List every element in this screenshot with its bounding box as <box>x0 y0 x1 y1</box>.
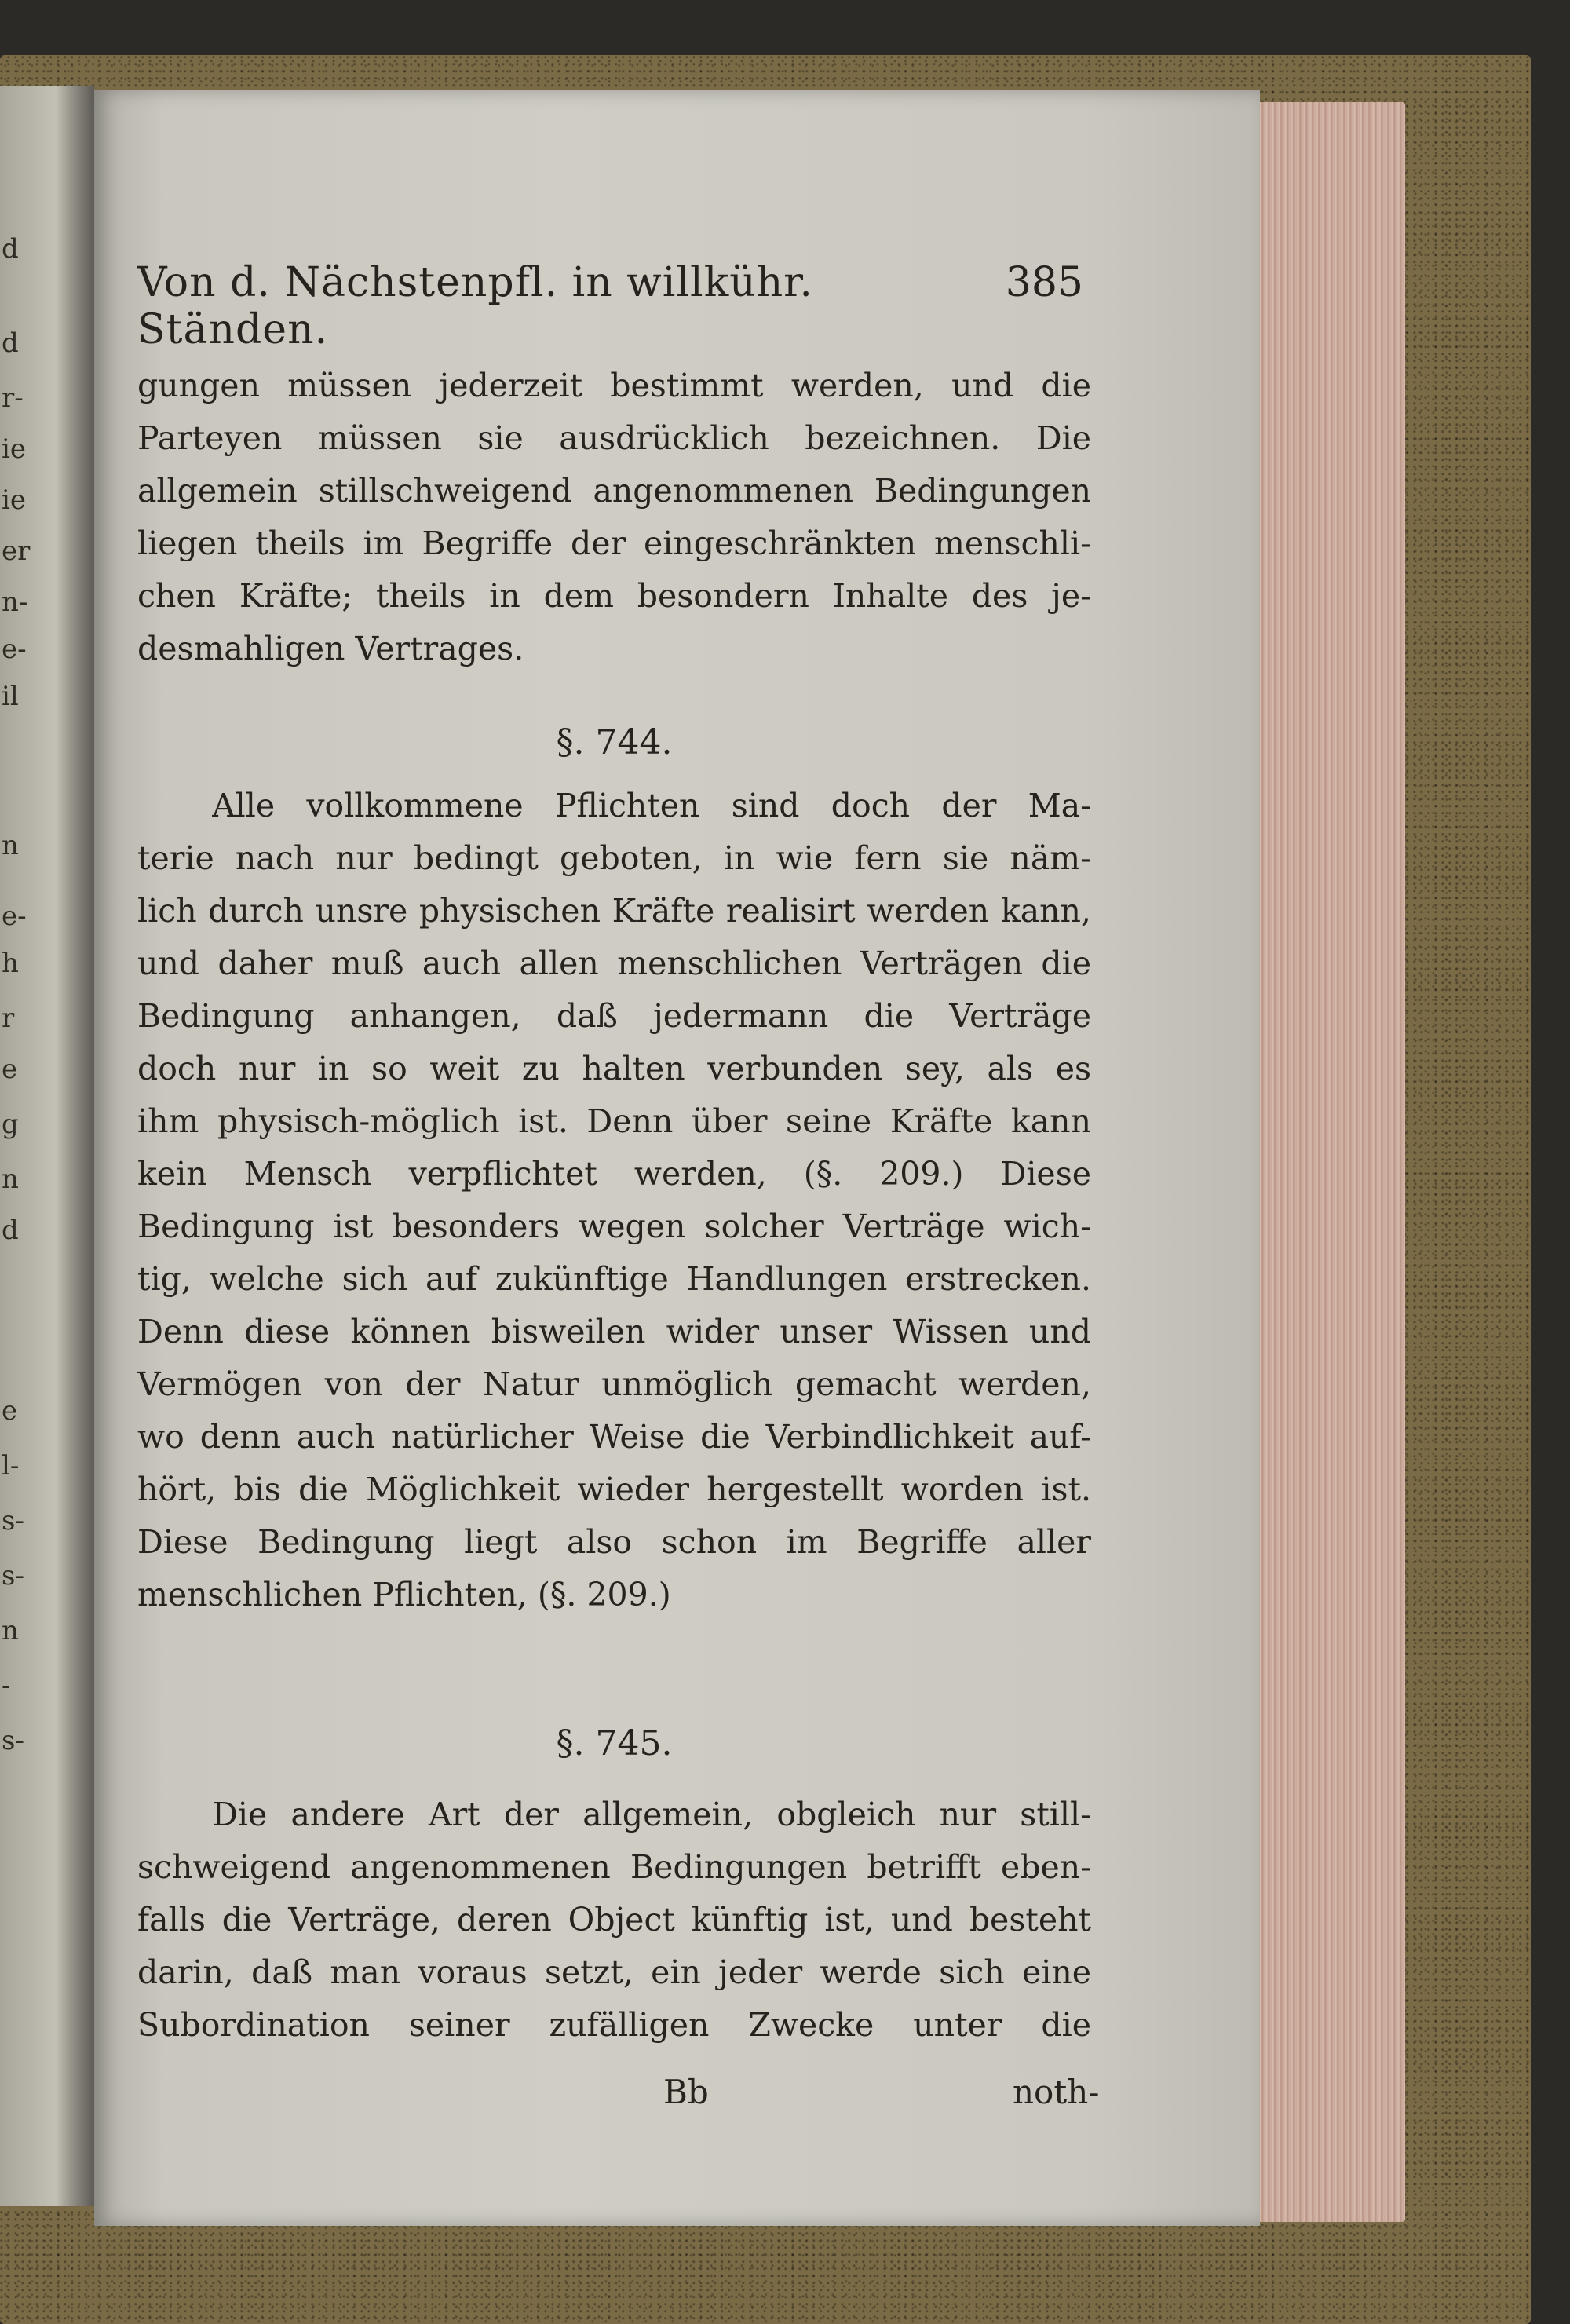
text-line: allgemein stillschweigend angenommenen Bedingungen <box>137 472 1091 510</box>
signature-mark: Bb <box>663 2073 709 2111</box>
page-header <box>137 259 1083 353</box>
edge-letter: n <box>2 1164 19 1195</box>
edge-letter: h <box>2 948 19 979</box>
text-line: liegen theils im Begriffe der eingeschränkten menschli- <box>137 524 1091 562</box>
text-line: schweigend angenommenen Bedingungen betrifft eben- <box>137 1848 1091 1886</box>
text-line: hört, bis die Möglichkeit wieder hergestellt worden ist. <box>137 1471 1091 1508</box>
edge-letter: g <box>2 1109 19 1140</box>
text-line: kein Mensch verpflichtet werden, (§. 209.) Diese <box>137 1155 1091 1193</box>
edge-letter: s- <box>2 1505 24 1537</box>
text-line: lich durch unsre physischen Kräfte realisirt werden kann, <box>137 892 1091 930</box>
text-line: ihm physisch-möglich ist. Denn über seine Kräfte kann <box>137 1102 1091 1140</box>
page-number: 385 <box>1005 259 1083 306</box>
text-line: Diese Bedingung liegt also schon im Begriffe aller <box>137 1523 1091 1561</box>
text-line: falls die Verträge, deren Object künftig ist, und besteht <box>137 1901 1091 1938</box>
edge-letter: n <box>2 1615 19 1646</box>
text-line: doch nur in so weit zu halten verbunden sey, als es <box>137 1050 1091 1087</box>
left-page-edge-letters <box>0 233 31 2120</box>
edge-letter: ie <box>2 433 26 465</box>
catchword: noth- <box>1013 2073 1100 2111</box>
edge-letter: e- <box>2 901 27 932</box>
text-line: tig, welche sich auf zukünftige Handlungen erstrecken. <box>137 1260 1091 1298</box>
edge-letter: l- <box>2 1450 20 1482</box>
edge-letter: e <box>2 1054 18 1085</box>
text-line: darin, daß man voraus setzt, ein jeder werde sich eine <box>137 1953 1091 1991</box>
text-line: Bedingung ist besonders wegen solcher Verträge wich- <box>137 1208 1091 1245</box>
edge-letter: er <box>2 535 31 567</box>
edge-letter: d <box>2 233 19 265</box>
edge-letter: d <box>2 327 19 359</box>
text-line: menschlichen Pflichten, (§. 209.) <box>137 1576 671 1613</box>
edge-letter: e <box>2 1395 18 1427</box>
page-block-edge <box>1252 102 1405 2222</box>
text-line: terie nach nur bedingt geboten, in wie fern sie näm- <box>137 839 1091 877</box>
section-heading-745: §. 745. <box>556 1723 673 1763</box>
text-line: wo denn auch natürlicher Weise die Verbindlichkeit auf- <box>137 1418 1091 1456</box>
edge-letter: r- <box>2 382 24 414</box>
edge-letter: s- <box>2 1560 24 1591</box>
edge-letter: r <box>2 1003 15 1034</box>
edge-letter: d <box>2 1215 19 1246</box>
text-line: Die andere Art der allgemein, obgleich nur still- <box>212 1796 1091 1833</box>
text-line: chen Kräfte; theils in dem besondern Inhalte des je- <box>137 577 1091 615</box>
edge-letter: s- <box>2 1725 24 1756</box>
text-line: Parteyen müssen sie ausdrücklich bezeichnen. Die <box>137 419 1091 457</box>
gutter-shadow <box>55 86 94 2206</box>
edge-letter: il <box>2 681 19 712</box>
text-line: Subordination seiner zufälligen Zwecke unter die <box>137 2006 1091 2044</box>
text-line: Alle vollkommene Pflichten sind doch der Ma- <box>212 787 1091 824</box>
edge-letter: e- <box>2 634 27 665</box>
edge-letter: n <box>2 830 19 861</box>
text-line: gungen müssen jederzeit bestimmt werden, und die <box>137 367 1091 404</box>
edge-letter: n- <box>2 586 28 618</box>
text-line: desmahligen Vertrages. <box>137 630 524 667</box>
text-line: Vermögen von der Natur unmöglich gemacht werden, <box>137 1365 1091 1403</box>
running-head: Von d. Nächstenpfl. in willkühr. Ständen. <box>137 259 813 353</box>
text-line: Denn diese können bisweilen wider unser Wissen und <box>137 1313 1091 1350</box>
edge-letter: ie <box>2 484 26 516</box>
text-line: Bedingung anhangen, daß jedermann die Verträge <box>137 997 1091 1035</box>
edge-letter: - <box>2 1670 11 1701</box>
text-line: und daher muß auch allen menschlichen Verträgen die <box>137 945 1091 982</box>
section-heading-744: §. 744. <box>556 722 673 762</box>
